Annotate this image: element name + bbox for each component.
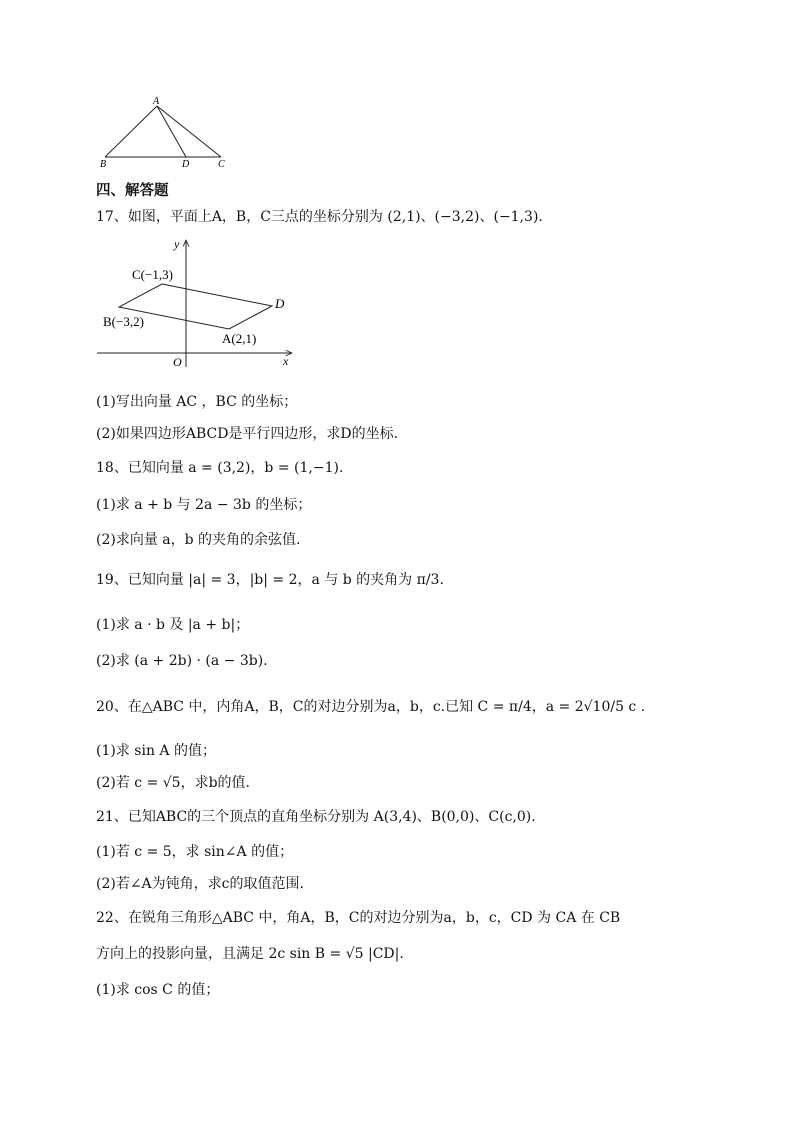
q18-part1: (1)求 a + b 与 2a − 3b 的坐标； [96, 497, 312, 513]
vertex-label-d: D [182, 159, 190, 170]
q18-part2: (2)求向量 a，b 的夹角的余弦值. [96, 532, 301, 548]
q22-stem-line2: 方向上的投影向量，且满足 2c sin B = √5 |CD|. [96, 946, 404, 962]
q19-part2: (2)求 (a + 2b) · (a − 3b). [96, 653, 268, 669]
section-title: 四、解答题 [96, 183, 169, 199]
vertex-label-a: A [153, 96, 160, 107]
q19-stem: 19、已知向量 |a| = 3，|b| = 2，a 与 b 的夹角为 π/3. [96, 572, 444, 588]
q22-stem-line1: 22、在锐角三角形△ABC 中，角A，B，C的对边分别为a，b，c，CD 为 CA 在 CB [96, 910, 621, 926]
point-c-label: C(−1,3) [132, 267, 173, 282]
q17-part1: (1)写出向量 AC ，BC 的坐标； [96, 394, 298, 410]
q20-part2: (2)若 c = √5，求b的值. [96, 775, 250, 791]
triangle-figure [95, 93, 235, 173]
q21-stem: 21、已知ABC的三个顶点的直角坐标分别为 A(3,4)、B(0,0)、C(c,0). [96, 809, 536, 825]
x-axis-label: x [283, 354, 289, 368]
q17-stem: 17、如图，平面上A，B，C三点的坐标分别为 (2,1)、(−3,2)、(−1,3). [96, 209, 543, 225]
q21-part2: (2)若∠A为钝角，求c的取值范围. [96, 876, 304, 892]
origin-label: O [173, 355, 182, 369]
point-d-label: D [275, 296, 285, 311]
coordinate-figure [95, 236, 300, 370]
q19-part1: (1)求 a · b 及 |a + b|； [96, 617, 250, 633]
q17-part2: (2)如果四边形ABCD是平行四边形，求D的坐标. [96, 426, 399, 442]
q22-part1: (1)求 cos C 的值； [96, 982, 220, 998]
point-b-label: B(−3,2) [103, 314, 144, 329]
q20-stem: 20、在△ABC 中，内角A，B，C的对边分别为a，b，c.已知 C = π/4，a = 2√10/5 c . [96, 699, 646, 715]
q21-part1: (1)若 c = 5，求 sin∠A 的值； [96, 844, 294, 860]
q20-part1: (1)求 sin A 的值； [96, 743, 216, 759]
y-axis-label: y [174, 237, 180, 251]
point-a-label: A(2,1) [222, 331, 257, 346]
q18-stem: 18、已知向量 a = (3,2)，b = (1,−1). [96, 460, 344, 476]
vertex-label-b: B [100, 159, 107, 170]
vertex-label-c: C [218, 159, 225, 170]
